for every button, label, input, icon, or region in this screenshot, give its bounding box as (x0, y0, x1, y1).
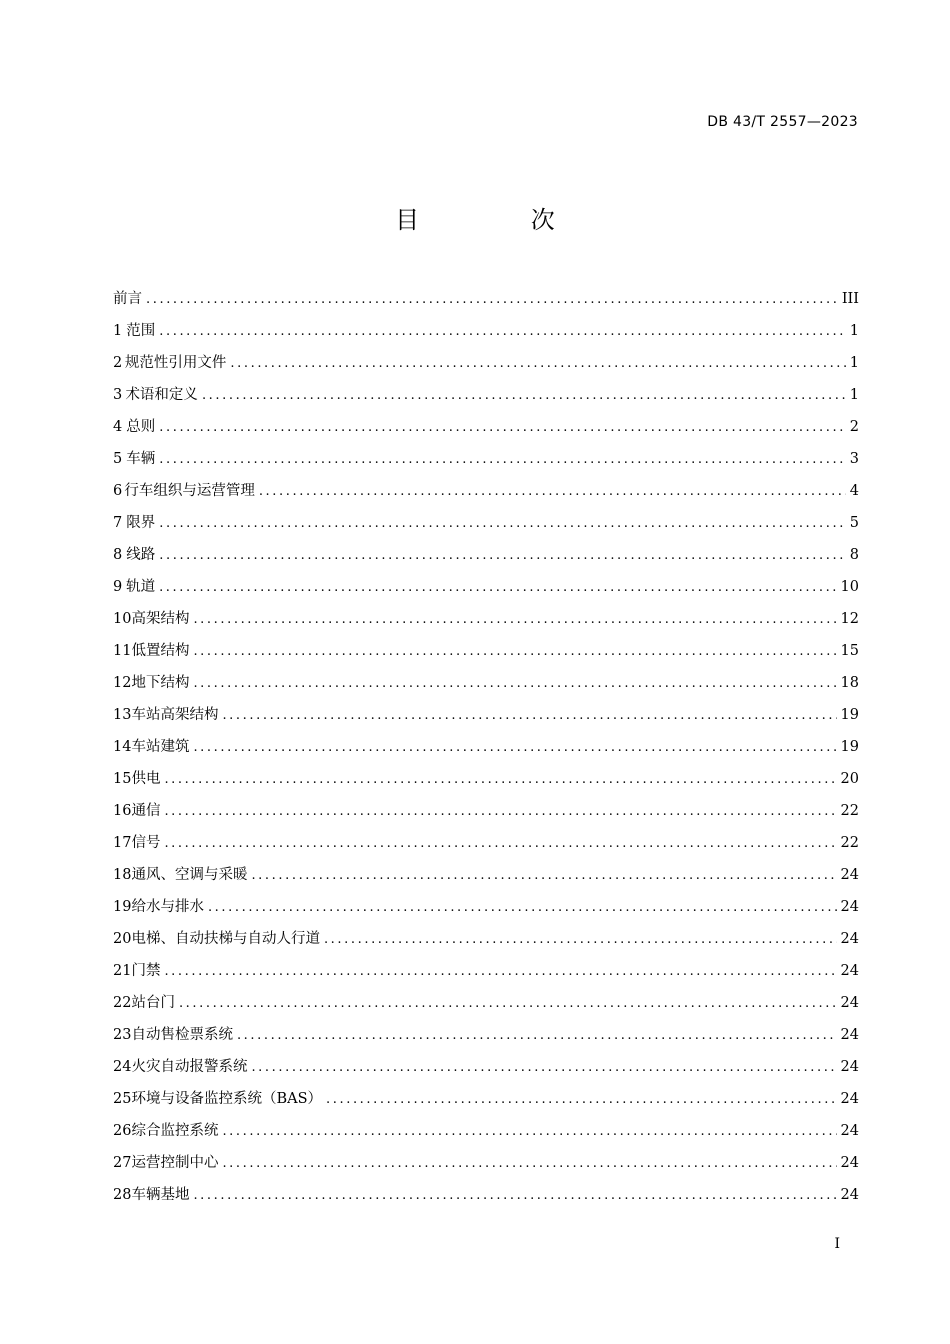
toc-entry-page: 19 (840, 739, 859, 755)
toc-leader-dots (193, 608, 836, 632)
toc-entry-label: 低置结构 (131, 643, 190, 659)
toc-entry-number: 23 (113, 1027, 132, 1043)
toc-entry-page: 24 (840, 867, 859, 883)
toc-entry-page: 19 (840, 707, 859, 723)
toc-leader-dots (159, 416, 846, 440)
toc-entry[interactable] (113, 767, 859, 799)
toc-entry-label: 线路 (126, 547, 156, 563)
toc-entry-page: 20 (840, 771, 859, 787)
toc-entry-label: 给水与排水 (131, 899, 204, 915)
toc-entry[interactable] (113, 735, 859, 767)
toc-entry-label: 站台门 (131, 995, 175, 1011)
toc-leader-dots (202, 384, 846, 408)
toc-entry-number: 14 (113, 739, 132, 755)
toc-leader-dots (237, 1024, 837, 1048)
toc-entry[interactable] (113, 479, 859, 511)
toc-entry[interactable] (113, 671, 859, 703)
toc-entry-label: 车辆基地 (131, 1187, 190, 1203)
toc-entry-page: 1 (849, 387, 859, 403)
toc-entry-number: 13 (113, 707, 132, 723)
toc-leader-dots (193, 672, 836, 696)
toc-entry-label: 规范性引用文件 (124, 355, 227, 371)
toc-entry-number: 12 (113, 675, 132, 691)
toc-entry[interactable] (113, 927, 859, 959)
toc-entry-number: 9 (113, 579, 123, 595)
toc-entry[interactable] (113, 351, 859, 383)
toc-title: 目 次 (395, 206, 607, 234)
toc-entry-page: 2 (849, 419, 859, 435)
toc-entry-number: 24 (113, 1059, 132, 1075)
toc-entry-page: 18 (840, 675, 859, 691)
toc-entry[interactable] (113, 447, 859, 479)
toc-entry-number: 3 (113, 387, 123, 403)
toc-entry-label: 通信 (131, 803, 161, 819)
table-of-contents (113, 287, 859, 1215)
toc-entry[interactable] (113, 991, 859, 1023)
toc-entry-label: 车辆 (126, 451, 156, 467)
toc-leader-dots (159, 320, 846, 344)
toc-entry-label: 门禁 (131, 963, 161, 979)
toc-entry-label: 通风、空调与采暖 (131, 867, 248, 883)
toc-entry-page: 22 (840, 803, 859, 819)
toc-entry[interactable] (113, 703, 859, 735)
toc-entry-number: 27 (113, 1155, 132, 1171)
toc-entry[interactable] (113, 575, 859, 607)
toc-leader-dots (326, 1088, 837, 1112)
toc-entry-label: 信号 (131, 835, 161, 851)
toc-leader-dots (193, 640, 836, 664)
toc-entry[interactable] (113, 895, 859, 927)
toc-entry-label: 前言 (113, 291, 142, 307)
toc-entry-label: 运营控制中心 (131, 1155, 219, 1171)
toc-entry-label: 高架结构 (131, 611, 190, 627)
toc-entry-page: 24 (840, 1155, 859, 1171)
toc-leader-dots (222, 1152, 836, 1176)
toc-entry-number: 17 (113, 835, 132, 851)
toc-leader-dots (222, 1120, 836, 1144)
toc-entry-number: 10 (113, 611, 132, 627)
toc-entry[interactable] (113, 1055, 859, 1087)
toc-entry[interactable] (113, 287, 859, 319)
toc-entry-number: 4 (113, 419, 123, 435)
toc-leader-dots (230, 352, 845, 376)
toc-leader-dots (159, 448, 846, 472)
toc-entry-label: 总则 (126, 419, 156, 435)
toc-entry-page: 24 (840, 931, 859, 947)
toc-entry-number: 22 (113, 995, 132, 1011)
toc-leader-dots (159, 576, 836, 600)
toc-entry[interactable] (113, 511, 859, 543)
toc-leader-dots (159, 512, 846, 536)
toc-entry[interactable] (113, 639, 859, 671)
toc-entry-label: 范围 (126, 323, 156, 339)
toc-entry-page: 24 (840, 1027, 859, 1043)
toc-entry-label: 地下结构 (131, 675, 190, 691)
toc-entry-number: 19 (113, 899, 132, 915)
toc-entry[interactable] (113, 863, 859, 895)
toc-entry[interactable] (113, 543, 859, 575)
toc-entry-number: 2 (113, 355, 123, 371)
toc-entry[interactable] (113, 959, 859, 991)
toc-entry[interactable] (113, 1151, 859, 1183)
toc-entry-page: 24 (840, 899, 859, 915)
toc-entry[interactable] (113, 415, 859, 447)
toc-entry-number: 18 (113, 867, 132, 883)
toc-leader-dots (324, 928, 837, 952)
toc-leader-dots (146, 288, 838, 312)
toc-entry-label: 轨道 (126, 579, 156, 595)
toc-entry-label: 车站建筑 (131, 739, 190, 755)
toc-entry-label: 火灾自动报警系统 (131, 1059, 248, 1075)
toc-leader-dots (259, 480, 846, 504)
toc-leader-dots (159, 544, 846, 568)
toc-entry-page: 5 (849, 515, 859, 531)
toc-entry-page: 1 (849, 323, 859, 339)
toc-entry-label: 自动售检票系统 (131, 1027, 233, 1043)
toc-entry-page: 24 (840, 1091, 859, 1107)
toc-entry-number: 1 (113, 323, 123, 339)
toc-leader-dots (193, 736, 836, 760)
toc-entry-page: 8 (849, 547, 859, 563)
toc-leader-dots (222, 704, 836, 728)
toc-entry-label: 综合监控系统 (131, 1123, 219, 1139)
toc-leader-dots (164, 800, 836, 824)
toc-entry-number: 8 (113, 547, 123, 563)
toc-entry[interactable] (113, 1087, 859, 1119)
standard-code: DB 43/T 2557—2023 (707, 114, 858, 130)
toc-entry-page: 1 (849, 355, 859, 371)
toc-entry[interactable] (113, 799, 859, 831)
toc-entry-page: 12 (840, 611, 859, 627)
toc-entry-page: III (841, 291, 859, 307)
toc-leader-dots (164, 960, 836, 984)
toc-entry[interactable] (113, 1119, 859, 1151)
toc-entry-label: 供电 (131, 771, 161, 787)
toc-entry-page: 24 (840, 1187, 859, 1203)
toc-entry-label: 车站高架结构 (131, 707, 219, 723)
toc-entry-page: 3 (849, 451, 859, 467)
toc-entry-number: 15 (113, 771, 132, 787)
toc-entry-page: 24 (840, 1059, 859, 1075)
toc-entry-number: 16 (113, 803, 132, 819)
toc-entry-number: 6 (113, 483, 123, 499)
toc-entry[interactable] (113, 383, 859, 415)
toc-entry-number: 28 (113, 1187, 132, 1203)
toc-entry-page: 4 (849, 483, 859, 499)
toc-entry-page: 15 (840, 643, 859, 659)
toc-entry-label: 环境与设备监控系统（BAS） (131, 1091, 323, 1107)
toc-leader-dots (251, 1056, 836, 1080)
toc-entry-number: 25 (113, 1091, 132, 1107)
toc-leader-dots (179, 992, 837, 1016)
toc-entry-page: 24 (840, 1123, 859, 1139)
toc-leader-dots (208, 896, 837, 920)
toc-leader-dots (164, 832, 836, 856)
toc-entry[interactable] (113, 831, 859, 863)
toc-leader-dots (164, 768, 836, 792)
toc-leader-dots (193, 1184, 836, 1208)
toc-leader-dots (251, 864, 836, 888)
toc-entry-number: 21 (113, 963, 132, 979)
toc-entry-page: 24 (840, 995, 859, 1011)
toc-entry-label: 限界 (126, 515, 156, 531)
toc-entry-number: 11 (113, 643, 132, 659)
toc-entry[interactable] (113, 319, 859, 351)
toc-entry-number: 26 (113, 1123, 132, 1139)
toc-entry-label: 行车组织与运营管理 (124, 483, 255, 499)
toc-entry-number: 7 (113, 515, 123, 531)
toc-entry-page: 24 (840, 963, 859, 979)
toc-entry-number: 20 (113, 931, 132, 947)
toc-entry-label: 术语和定义 (125, 387, 198, 403)
toc-entry[interactable] (113, 1023, 859, 1055)
toc-entry-label: 电梯、自动扶梯与自动人行道 (131, 931, 320, 947)
toc-entry-number: 5 (113, 451, 123, 467)
toc-entry[interactable] (113, 607, 859, 639)
toc-entry-page: 22 (840, 835, 859, 851)
page-number: I (834, 1236, 840, 1252)
toc-entry[interactable] (113, 1183, 859, 1215)
toc-entry-page: 10 (840, 579, 859, 595)
